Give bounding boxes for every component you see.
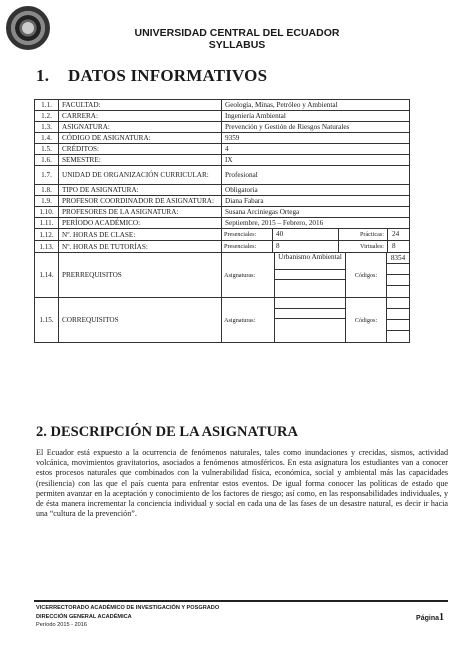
row-number: 1.3.: [35, 122, 59, 133]
row-number: 1.11.: [35, 218, 59, 229]
info-row: [35, 185, 410, 196]
footer-line-2: DIRECCIÓN GENERAL ACADÉMICA: [36, 614, 132, 620]
info-row: [35, 155, 410, 166]
row-value: Geología, Minas, Petróleo y Ambiental: [222, 100, 410, 111]
info-row: [35, 218, 410, 229]
row-label: CARRERA:: [59, 111, 222, 122]
row-number: 1.9.: [35, 196, 59, 207]
hours-value-2: 24: [392, 230, 400, 238]
subjects-list: [275, 298, 346, 342]
subjects-key: Asignaturas:: [222, 253, 275, 297]
row-label: CÓDIGO DE ASIGNATURA:: [59, 133, 222, 144]
row-label: CORREQUISITOS: [59, 298, 222, 343]
codes-list: [387, 253, 409, 297]
row-label: PROFESOR COORDINADOR DE ASIGNATURA:: [59, 196, 222, 207]
row-number: 1.2.: [35, 111, 59, 122]
row-label: CRÉDITOS:: [59, 144, 222, 155]
row-number: 1.8.: [35, 185, 59, 196]
row-value: Septiembre, 2015 – Febrero, 2016: [222, 218, 410, 229]
row-value: Profesional: [222, 166, 410, 185]
codes-list: [387, 298, 409, 342]
section-1-heading: [36, 66, 267, 86]
hours-key-2: Prácticas:: [339, 229, 388, 240]
info-row: [35, 122, 410, 133]
page-label: Página: [416, 615, 439, 622]
hours-value-2: 8: [392, 242, 396, 250]
code-value: 8354: [387, 253, 409, 264]
row-value: 4: [222, 144, 410, 155]
hours-row: [35, 229, 410, 241]
codes-key: Códigos:: [346, 253, 387, 297]
row-number: 1.7.: [35, 166, 59, 185]
row-value: IX: [222, 155, 410, 166]
info-row: [35, 111, 410, 122]
hours-row: [35, 241, 410, 253]
info-row: [35, 207, 410, 218]
hours-cell: [222, 241, 410, 253]
hours-key-2: Virtuales:: [339, 241, 388, 252]
page-number: 1: [439, 612, 444, 623]
info-row: [35, 144, 410, 155]
requisites-cell: [222, 298, 410, 343]
row-label: TIPO DE ASIGNATURA:: [59, 185, 222, 196]
row-value: Ingeniería Ambiental: [222, 111, 410, 122]
subjects-list: [275, 253, 346, 297]
row-label: PRERREQUISITOS: [59, 253, 222, 298]
row-value: 9359: [222, 133, 410, 144]
codes-key: Códigos:: [346, 298, 387, 342]
row-label: Nº. HORAS DE CLASE:: [59, 229, 222, 241]
document-subtitle: SYLLABUS: [208, 39, 266, 51]
row-number: 1.13.: [35, 241, 59, 253]
row-value: Obligatoria: [222, 185, 410, 196]
subjects-key: Asignaturas:: [222, 298, 275, 342]
description-paragraph: El Ecuador está expuesto a la ocurrencia de fenómenos naturales, tales como inundaciones y crecidas, sismos, actividad volcánica, movimientos gravitatorios, asociados a fenómenos atmosféricos. En esta asignatura los estudiantes van a conocer estos procesos naturales que combinados con la vulnerabilidad física, económica, social y ambiental más las capacidades (resiliencia) con las que el país cuenta para enfrentar estos eventos. De igual forma conocer las políticas de estado que permiten avanzar en la aceptación y conocimiento de los factores de riesgo; así como, en las responsabilidades individuales, y de ésta manera incrementar la conciencia individual y social en cada una de las fases de un desastre natural, es decir ir hacia una “cultura de la prevención”.: [36, 448, 448, 519]
row-number: 1.1.: [35, 100, 59, 111]
row-number: 1.4.: [35, 133, 59, 144]
row-label: PROFESORES DE LA ASIGNATURA:: [59, 207, 222, 218]
university-title: UNIVERSIDAD CENTRAL DEL ECUADOR: [134, 27, 340, 39]
hours-key-1: Presenciales:: [222, 241, 273, 252]
info-table: [34, 99, 410, 343]
row-value: Prevención y Gestión de Riesgos Naturales: [222, 122, 410, 133]
hours-value-1: 40: [273, 229, 339, 240]
requisites-row: [35, 253, 410, 298]
page-indicator: [416, 612, 444, 623]
section-1-number: 1.: [36, 66, 50, 85]
row-number: 1.5.: [35, 144, 59, 155]
section-2-heading: 2. DESCRIPCIÓN DE LA ASIGNATURA: [36, 424, 298, 440]
row-label: UNIDAD DE ORGANIZACIÓN CURRICULAR:: [59, 166, 222, 185]
info-row: [35, 100, 410, 111]
row-number: 1.12.: [35, 229, 59, 241]
requisites-cell: [222, 253, 410, 298]
footer-line-3: Período 2015 - 2016: [36, 622, 88, 628]
info-row: [35, 166, 410, 185]
subject-value: Urbanismo Ambiental: [275, 253, 345, 270]
requisites-row: [35, 298, 410, 343]
row-value: Diana Fabara: [222, 196, 410, 207]
footer-line-1: VICERRECTORADO ACADÉMICO DE INVESTIGACIÓN Y POSGRADO: [36, 605, 220, 611]
footer-divider: [34, 600, 448, 602]
hours-value-1: 8: [273, 241, 339, 252]
row-number: 1.14.: [35, 253, 59, 298]
row-label: FACULTAD:: [59, 100, 222, 111]
row-number: 1.10.: [35, 207, 59, 218]
hours-cell: [222, 229, 410, 241]
row-label: PERÍODO ACADÉMICO:: [59, 218, 222, 229]
row-value: Susana Arciniegas Ortega: [222, 207, 410, 218]
row-label: Nº. HORAS DE TUTORÍAS:: [59, 241, 222, 253]
info-row: [35, 133, 410, 144]
hours-key-1: Presenciales:: [222, 229, 273, 240]
section-1-title: DATOS INFORMATIVOS: [68, 66, 268, 85]
row-number: 1.15.: [35, 298, 59, 343]
info-row: [35, 196, 410, 207]
row-label: SEMESTRE:: [59, 155, 222, 166]
row-label: ASIGNATURA:: [59, 122, 222, 133]
row-number: 1.6.: [35, 155, 59, 166]
